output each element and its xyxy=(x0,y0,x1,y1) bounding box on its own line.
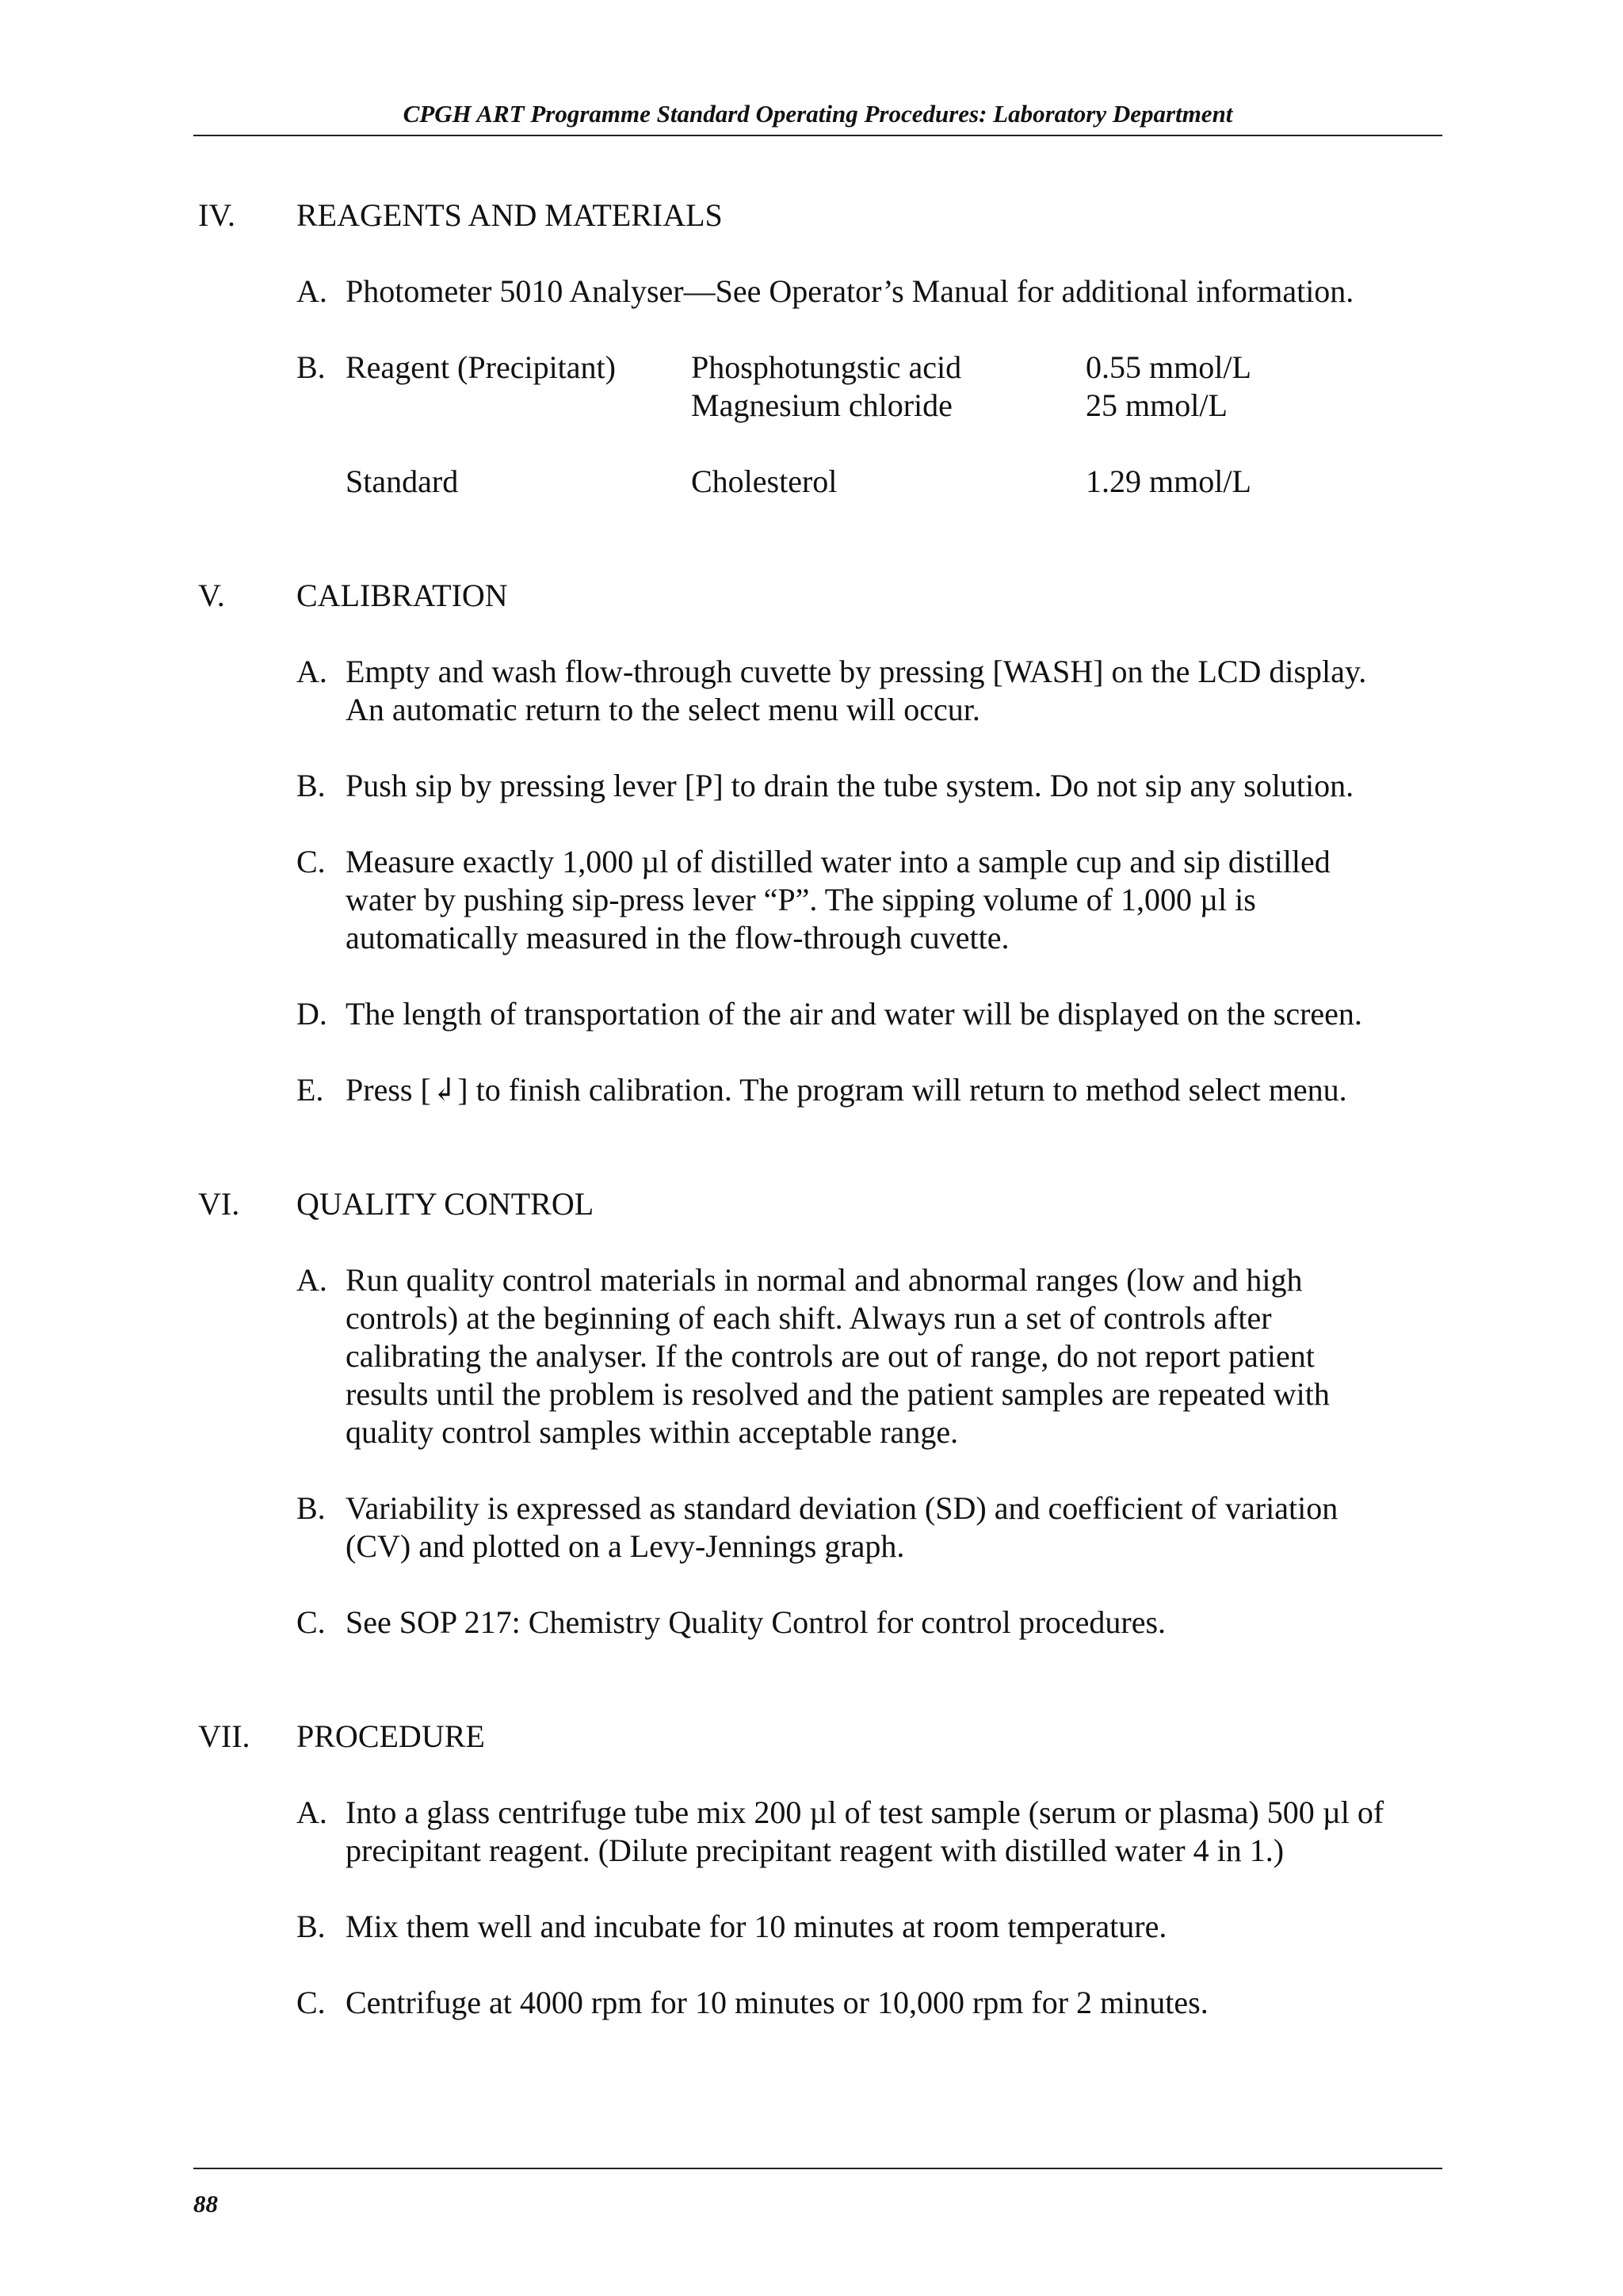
reagent-row-concentration: 1.29 mmol/L xyxy=(1086,463,1251,499)
section-vi-numeral: VI. xyxy=(198,1186,240,1222)
section-vi-item-a-line1: Run quality control materials in normal and abnormal ranges (low and high xyxy=(346,1262,1303,1298)
reagent-row-label: Reagent (Precipitant) xyxy=(346,349,616,385)
footer-rule xyxy=(193,2168,1442,2169)
section-vii-item-a-line2: precipitant reagent. (Dilute precipitant reagent with distilled water 4 in 1.) xyxy=(346,1833,1285,1868)
section-iv-numeral: IV. xyxy=(198,197,236,233)
page-number: 88 xyxy=(193,2190,218,2218)
reagent-row-component: Phosphotungstic acid xyxy=(691,349,962,385)
section-vi-item-a-line3: calibrating the analyser. If the controls are out of range, do not report patient xyxy=(346,1338,1315,1374)
section-v-item-c-line2: water by pushing sip-press lever “P”. The sipping volume of 1,000 µl is xyxy=(346,882,1256,917)
section-vi-title: QUALITY CONTROL xyxy=(296,1186,594,1222)
section-vii-item-c-line1: Centrifuge at 4000 rpm for 10 minutes or 10,000 rpm for 2 minutes. xyxy=(346,1985,1209,2020)
reagent-row-concentration: 0.55 mmol/L xyxy=(1086,349,1251,385)
section-iv-item-a-text: Photometer 5010 Analyser—See Operator’s Manual for additional information. xyxy=(346,273,1354,309)
reagent-row-component: Magnesium chloride xyxy=(691,387,953,423)
section-v-item-d-line1: The length of transportation of the air and water will be displayed on the screen. xyxy=(346,996,1362,1032)
section-v-item-e-line1: Press [↲] to finish calibration. The program will return to method select menu. xyxy=(346,1072,1347,1108)
section-vi-item-a-line5: quality control samples within acceptable range. xyxy=(346,1414,959,1450)
section-vii-item-a-line1: Into a glass centrifuge tube mix 200 µl of test sample (serum or plasma) 500 µl of xyxy=(346,1794,1384,1830)
section-v-title: CALIBRATION xyxy=(296,578,508,613)
section-v-item-a-letter: A. xyxy=(296,654,327,689)
section-v-item-c-line1: Measure exactly 1,000 µl of distilled water into a sample cup and sip distilled xyxy=(346,844,1331,879)
section-vi-item-a-line4: results until the problem is resolved and the patient samples are repeated with xyxy=(346,1376,1330,1412)
section-vi-item-b-line2: (CV) and plotted on a Levy-Jennings graph. xyxy=(346,1528,905,1564)
section-vii-item-b-line1: Mix them well and incubate for 10 minutes at room temperature. xyxy=(346,1909,1167,1944)
section-vii-item-a-letter: A. xyxy=(296,1794,327,1830)
section-v-item-a-line1: Empty and wash flow-through cuvette by pressing [WASH] on the LCD display. xyxy=(346,654,1367,689)
reagent-row-component: Cholesterol xyxy=(691,463,838,499)
section-v-item-c-letter: C. xyxy=(296,844,326,879)
section-v-item-a-line2: An automatic return to the select menu will occur. xyxy=(346,692,980,727)
reagent-row-label: Standard xyxy=(346,463,459,499)
section-vi-item-a-line2: controls) at the beginning of each shift. Always run a set of controls after xyxy=(346,1300,1272,1336)
section-iv-item-a-letter: A. xyxy=(296,273,327,309)
header-rule xyxy=(193,135,1442,136)
section-vii-item-c-letter: C. xyxy=(296,1985,326,2020)
section-v-numeral: V. xyxy=(198,578,225,613)
page-header: CPGH ART Programme Standard Operating Procedures: Laboratory Department xyxy=(403,100,1233,128)
section-v-item-b-letter: B. xyxy=(296,768,326,803)
section-vi-item-a-letter: A. xyxy=(296,1262,327,1298)
section-v-item-b-line1: Push sip by pressing lever [P] to drain the tube system. Do not sip any solution. xyxy=(346,768,1354,803)
section-v-item-e-letter: E. xyxy=(296,1072,324,1108)
section-iv-title: REAGENTS AND MATERIALS xyxy=(296,197,723,233)
section-iv-item-b-letter: B. xyxy=(296,349,326,385)
section-vi-item-b-line1: Variability is expressed as standard deviation (SD) and coefficient of variation xyxy=(346,1490,1338,1526)
section-v-item-d-letter: D. xyxy=(296,996,327,1032)
section-vi-item-b-letter: B. xyxy=(296,1490,326,1526)
section-vi-item-c-letter: C. xyxy=(296,1604,326,1640)
section-vii-numeral: VII. xyxy=(198,1718,250,1754)
reagent-row-concentration: 25 mmol/L xyxy=(1086,387,1228,423)
section-vii-title: PROCEDURE xyxy=(296,1718,485,1754)
section-vii-item-b-letter: B. xyxy=(296,1909,326,1944)
section-v-item-c-line3: automatically measured in the flow-through cuvette. xyxy=(346,920,1010,955)
section-vi-item-c-line1: See SOP 217: Chemistry Quality Control for control procedures. xyxy=(346,1604,1167,1640)
